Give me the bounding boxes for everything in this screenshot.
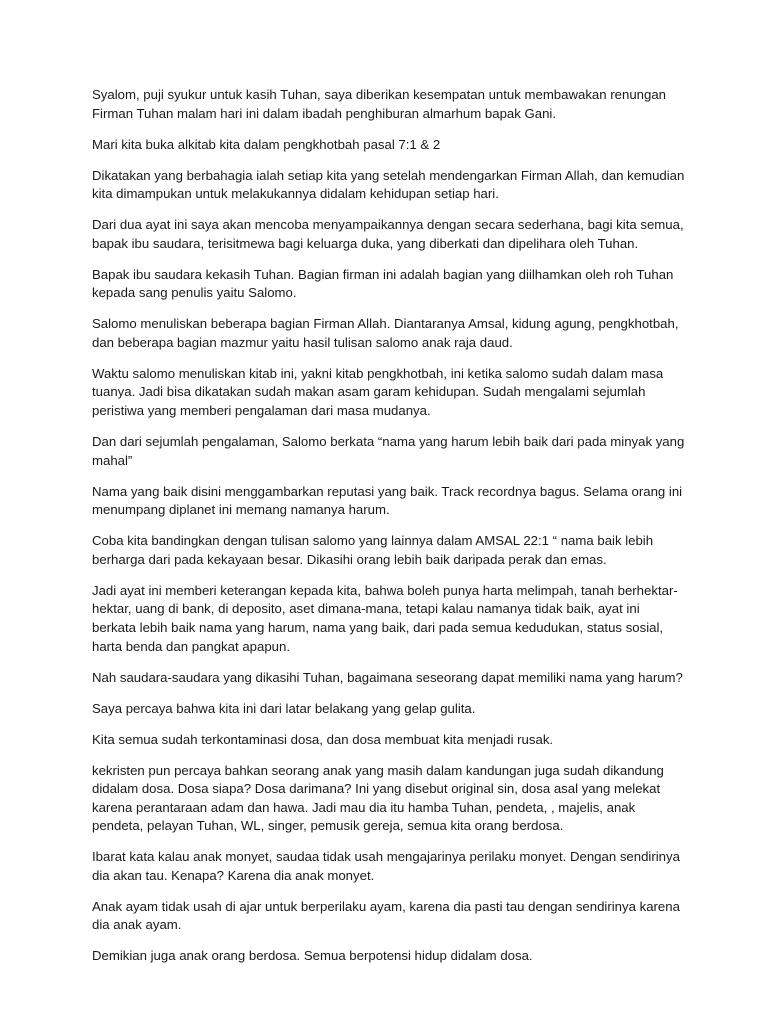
text-line: kekristen pun percaya bahkan seorang anak yang masih dalam kandungan juga sudah dikandung — [92, 762, 664, 778]
paragraph-5 — [92, 266, 680, 303]
text-line: berharga dari pada kekayaan besar. Dikasihi orang lebih baik daripada perak dan emas. — [92, 551, 607, 567]
text-line: Coba kita bandingkan dengan tulisan salomo yang lainnya dalam AMSAL 22:1 “ nama baik lebih — [92, 533, 654, 549]
text-line: harta benda dan pangkat apapun. — [92, 638, 290, 654]
text-line: Demikian juga anak orang berdosa. Semua berpotensi hidup didalam dosa. — [92, 948, 533, 964]
text-line: kepada sang penulis yaitu Salomo. — [92, 285, 297, 301]
text-line: pendeta, pelayan Tuhan, WL, singer, pemusik gereja, semua kita orang berdosa. — [92, 818, 564, 834]
text-line: Saya percaya bahwa kita ini dari latar belakang yang gelap gulita. — [92, 700, 476, 716]
text-line: Ibarat kata kalau anak monyet, saudaa tidak usah mengajarinya perilaku monyet. Dengan sendirinya — [92, 849, 680, 865]
text-line: Nama yang baik disini menggambarkan reputasi yang baik. Track recordnya bagus. Selama orang ini — [92, 483, 683, 499]
paragraph-11 — [92, 582, 680, 656]
text-line: Bapak ibu saudara kekasih Tuhan. Bagian firman ini adalah bagian yang diilhamkan oleh roh Tuhan — [92, 266, 674, 282]
text-line: berkata lebih baik nama yang harum, nama yang baik, dari pada semua kedudukan, status sosial, — [92, 619, 664, 635]
paragraph-1 — [92, 86, 680, 123]
text-line: Kita semua sudah terkontaminasi dosa, dan dosa membuat kita menjadi rusak. — [92, 731, 554, 747]
paragraph-10 — [92, 532, 680, 569]
paragraph-8 — [92, 433, 685, 470]
text-line: Dikatakan yang berbahagia ialah setiap kita yang setelah mendengarkan Firman Allah, dan kemudian — [92, 167, 685, 183]
text-line: kita dimampukan untuk melakukannya didalam kehidupan setiap hari. — [92, 186, 499, 202]
paragraph-2 — [92, 136, 680, 155]
text-line: Dari dua ayat ini saya akan mencoba menyampaikannya dengan secara sederhana, bagi kita semua, — [92, 217, 684, 233]
paragraph-4 — [92, 216, 684, 253]
paragraph-18 — [92, 947, 680, 966]
paragraph-17 — [92, 898, 680, 935]
paragraph-6 — [92, 315, 680, 352]
text-line: karena perantaraan adam dan hawa. Jadi mau dia itu hamba Tuhan, pendeta, , majelis, anak — [92, 799, 636, 815]
text-line: mahal” — [92, 452, 133, 468]
text-line: Mari kita buka alkitab kita dalam pengkhotbah pasal 7:1 & 2 — [92, 136, 441, 152]
paragraph-15 — [92, 762, 680, 836]
text-line: Firman Tuhan malam hari ini dalam ibadah penghiburan almarhum bapak Gani. — [92, 105, 557, 121]
text-line: peristiwa yang memberi pengalaman dari masa mudanya. — [92, 403, 431, 419]
paragraph-16 — [92, 848, 680, 885]
text-line: Salomo menuliskan beberapa bagian Firman Allah. Diantaranya Amsal, kidung agung, pengkhotbah, — [92, 316, 679, 332]
paragraph-9 — [92, 483, 683, 520]
text-line: bapak ibu saudara, terisitmewa bagi keluarga duka, yang diberkati dan dipelihara oleh Tuhan. — [92, 235, 639, 251]
paragraph-14 — [92, 731, 680, 750]
paragraph-3 — [92, 167, 685, 204]
text-line: menumpang diplanet ini memang namanya harum. — [92, 502, 390, 518]
paragraph-12 — [92, 669, 683, 688]
text-line: dia anak ayam. — [92, 917, 182, 933]
text-line: hektar, uang di bank, di deposito, aset dimana-mana, tetapi kalau namanya tidak baik, ayat ini — [92, 601, 640, 617]
text-line: Dan dari sejumlah pengalaman, Salomo berkata “nama yang harum lebih baik dari pada minyak yang — [92, 434, 685, 450]
text-line: Nah saudara-saudara yang dikasihi Tuhan, bagaimana seseorang dapat memiliki nama yang harum? — [92, 669, 683, 685]
text-line: dia akan tau. Kenapa? Karena dia anak monyet. — [92, 867, 375, 883]
text-line: Waktu salomo menuliskan kitab ini, yakni kitab pengkhotbah, ini ketika salomo sudah dalam masa — [92, 365, 664, 381]
document-page — [92, 86, 685, 978]
text-line: Anak ayam tidak usah di ajar untuk berperilaku ayam, karena dia pasti tau dengan sendirinya karena — [92, 898, 680, 914]
paragraph-7 — [92, 365, 680, 421]
text-line: tuanya. Jadi bisa dikatakan sudah makan asam garam kehidupan. Sudah mengalami sejumlah — [92, 384, 646, 400]
text-line: didalam dosa. Dosa siapa? Dosa darimana? Ini yang disebut original sin, dosa asal yang melekat — [92, 781, 661, 797]
text-line: Jadi ayat ini memberi keterangan kepada kita, bahwa boleh punya harta melimpah, tanah berhektar- — [92, 582, 678, 598]
text-line: dan beberapa bagian mazmur yaitu hasil tulisan salomo anak raja daud. — [92, 334, 513, 350]
paragraph-13 — [92, 700, 680, 719]
text-line: Syalom, puji syukur untuk kasih Tuhan, saya diberikan kesempatan untuk membawakan renungan — [92, 87, 666, 102]
